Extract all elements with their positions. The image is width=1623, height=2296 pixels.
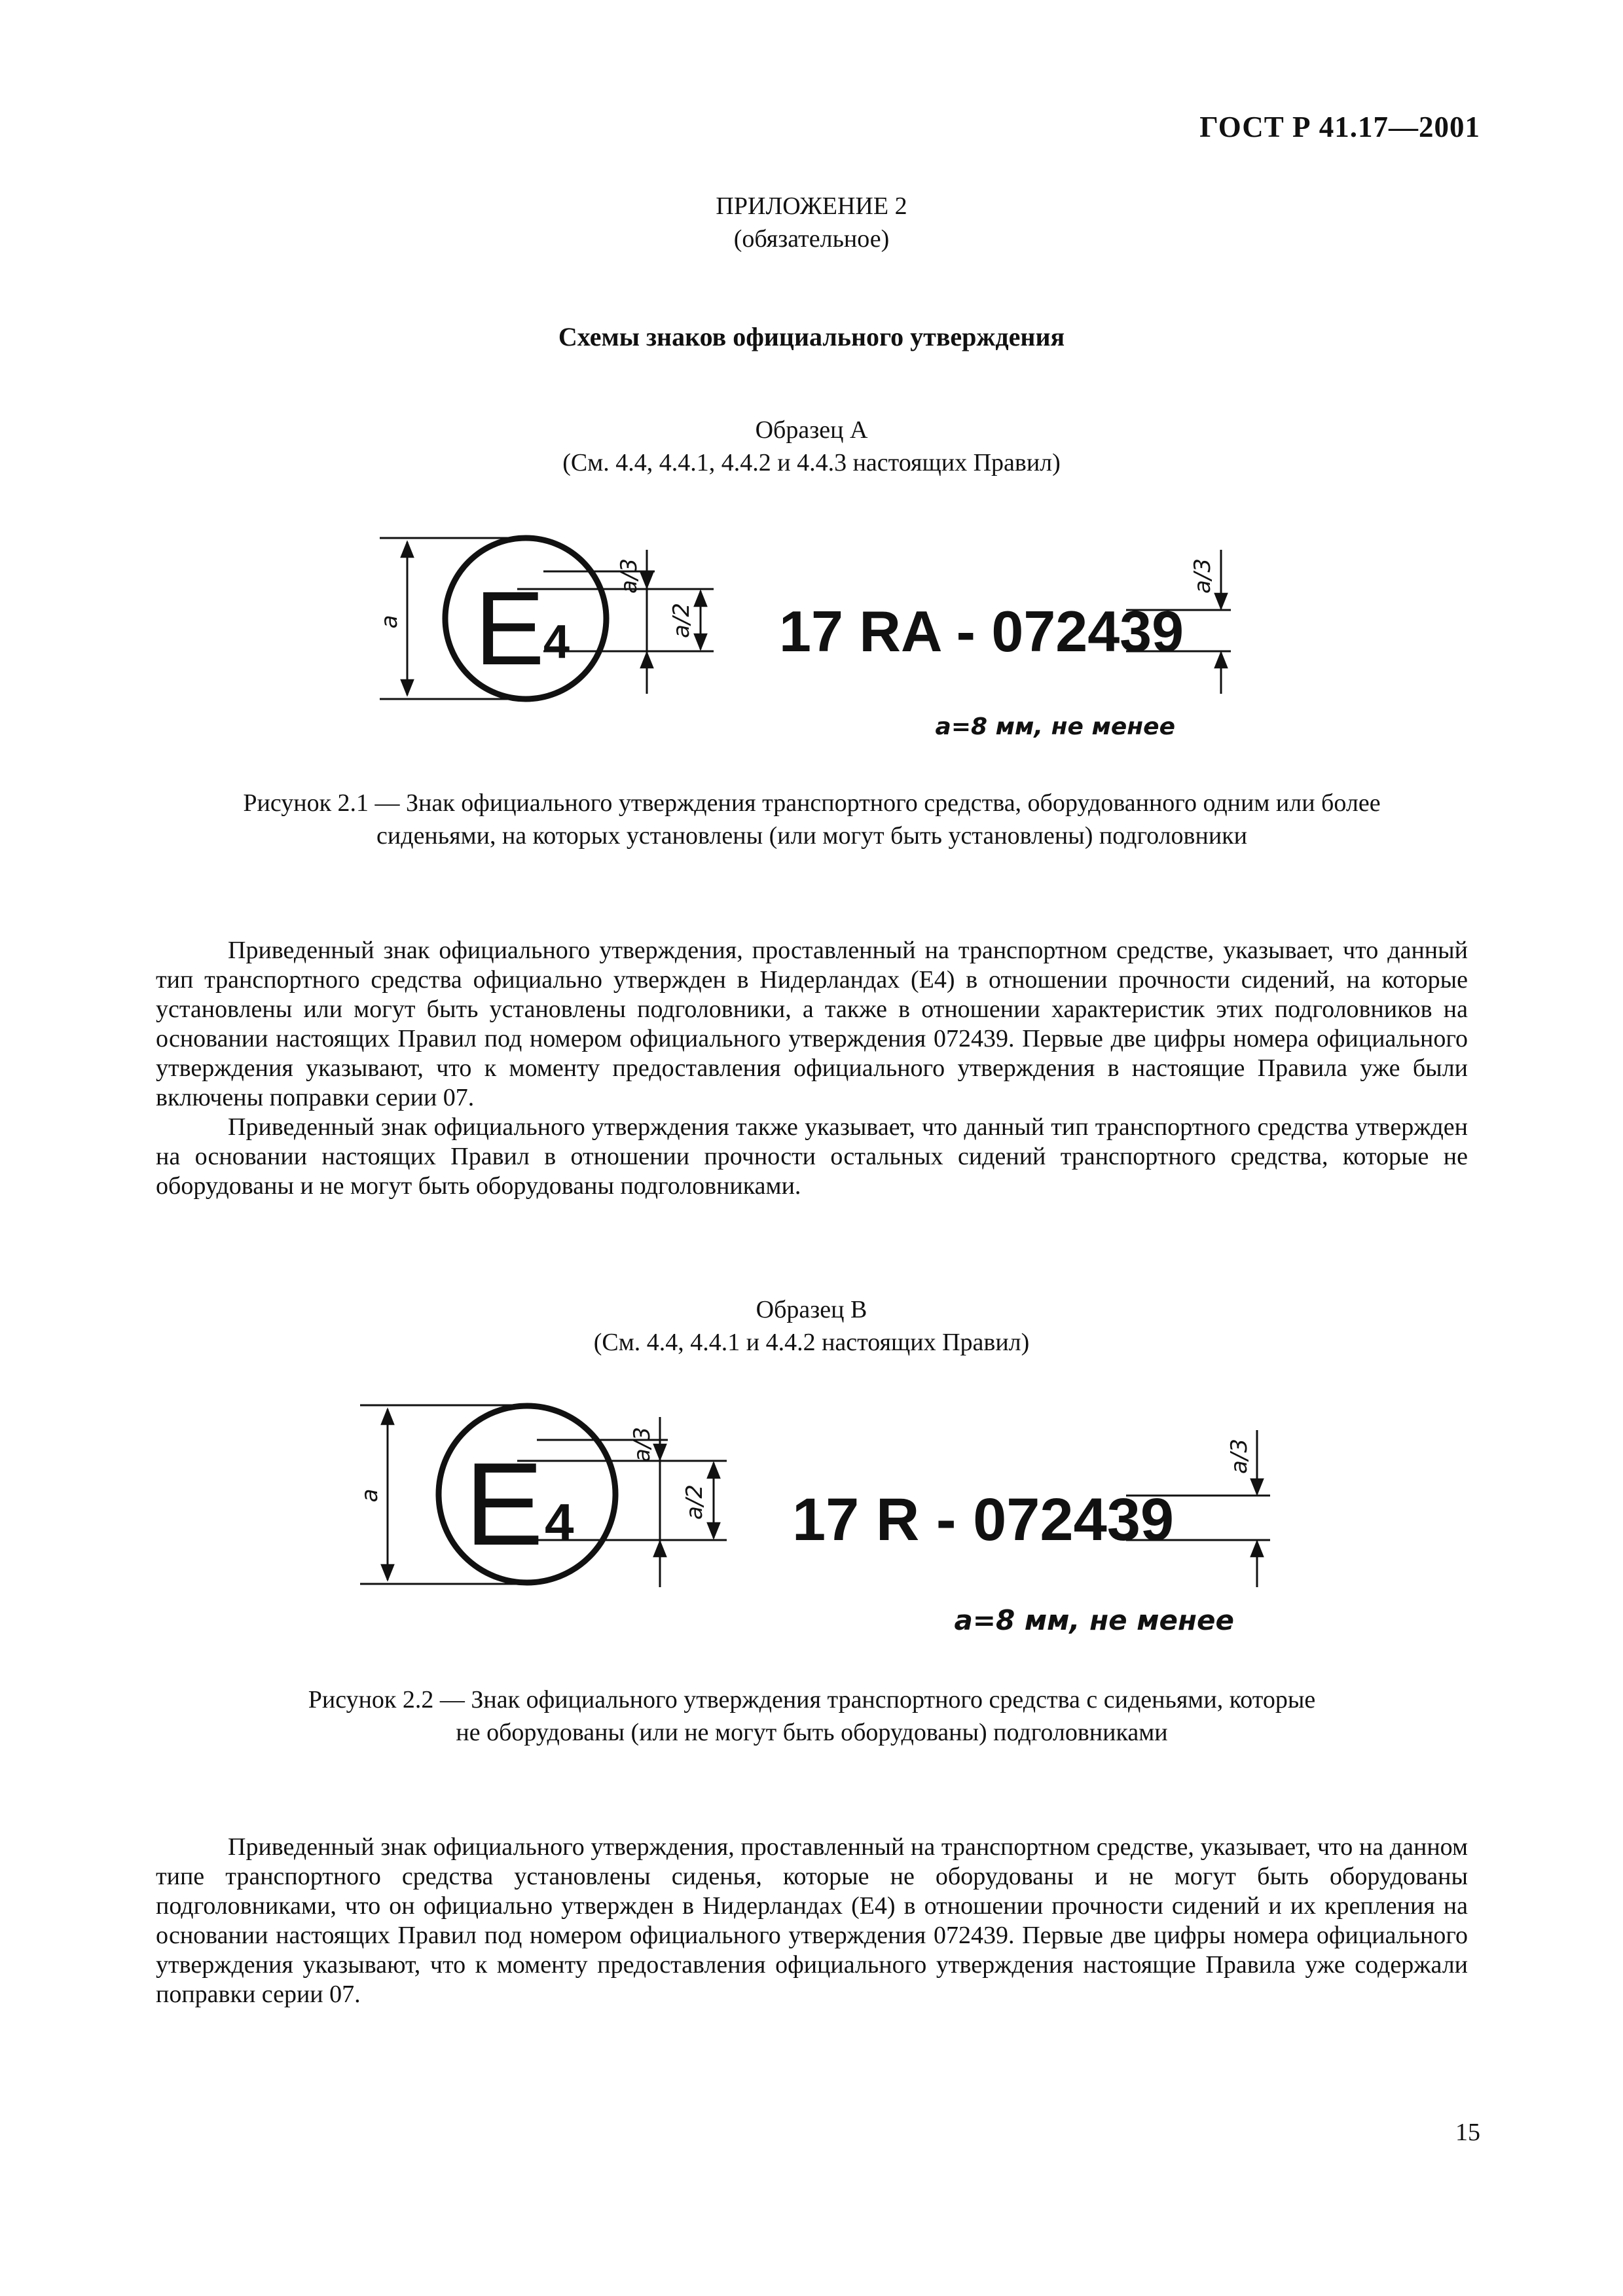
- sample-b-title: Образец В: [756, 1296, 867, 1323]
- dim-a-label: a: [376, 615, 403, 629]
- dim-a3-label: a/3: [616, 558, 642, 594]
- body-text-a: [156, 936, 1468, 1201]
- body-text-b: [156, 1833, 1468, 2009]
- approval-code: 17 RA - 072439: [779, 599, 1184, 664]
- size-note: a=8 мм, не менее: [935, 713, 1175, 740]
- dim-a3-right-label: a/3: [1226, 1439, 1252, 1474]
- document-code: ГОСТ Р 41.17—2001: [1199, 111, 1480, 143]
- sample-a-reference: (См. 4.4, 4.4.1, 4.4.2 и 4.4.3 настоящих Правил): [562, 449, 1061, 476]
- sample-b-reference: (См. 4.4, 4.4.1 и 4.4.2 настоящих Правил): [593, 1329, 1030, 1356]
- approval-mark-b: [340, 1397, 1290, 1646]
- appendix-subtitle: (обязательное): [733, 225, 890, 253]
- figure-caption-b: Рисунок 2.2 — Знак официального утверждения транспортного средства с сиденьями, которые не оборудованы (или не могут быть оборудованы) подголовниками: [308, 1686, 1316, 1746]
- dim-a-label: a: [357, 1488, 383, 1503]
- dim-a3-label: a/3: [629, 1427, 655, 1462]
- approval-code: 17 R - 072439: [792, 1486, 1175, 1553]
- appendix-title: ПРИЛОЖЕНИЕ 2: [716, 192, 907, 220]
- figure-caption-a: Рисунок 2.1 — Знак официального утверждения транспортного средства, оборудованного одним или более сиденьями, на которых установлены (или могут быть установлены) подголовники: [243, 789, 1381, 850]
- mark-country-number: 4: [545, 1493, 574, 1551]
- section-title: Схемы знаков официального утверждения: [558, 322, 1065, 351]
- paragraph: Приведенный знак официального утверждения, проставленный на транспортном средстве, указывает, что данный тип транспортного средства официально утвержден в Нидерландах (E4) в отношении прочности сидений, на которые установлены или могут быть установлены подголовники, а также в отношении характеристик этих подголовников на основании настоящих Правил под номером официального утверждения 072439. Первые две цифры номера официального утверждения указывают, что к моменту предоставления официального утверждения в настоящие Правила уже были включены поправки серии 07.: [156, 937, 1468, 1111]
- dim-a2-label: a/2: [668, 603, 695, 638]
- mark-country-number: 4: [543, 616, 570, 668]
- approval-mark-a: [367, 524, 1283, 759]
- size-note: a=8 мм, не менее: [954, 1604, 1234, 1636]
- paragraph: Приведенный знак официального утверждения также указывает, что данный тип транспортного средства утвержден на основании настоящих Правил в отношении прочности остальных сидений транспортного средства, которые не оборудованы и не могут быть оборудованы подголовниками.: [156, 1113, 1468, 1200]
- mark-letter-e: E: [465, 1439, 544, 1570]
- mark-letter-e: E: [475, 569, 545, 687]
- sample-a-title: Образец А: [755, 416, 868, 444]
- page-number: 15: [1455, 2119, 1480, 2146]
- dim-a3-right-label: a/3: [1190, 558, 1216, 594]
- dim-a2-label: a/2: [682, 1484, 708, 1520]
- paragraph: Приведенный знак официального утверждения, проставленный на транспортном средстве, указывает, что на данном типе транспортного средства установлены сиденья, которые не оборудованы и не могут быть оборудованы подголовниками, что он официально утвержден в Нидерландах (E4) в отношении прочности сидений и их крепления на основании настоящих Правил под номером официального утверждения 072439. Первые две цифры номера официального утверждения указывают, что к моменту предоставления официального утверждения настоящие Правила уже содержали поправки серии 07.: [156, 1833, 1468, 2008]
